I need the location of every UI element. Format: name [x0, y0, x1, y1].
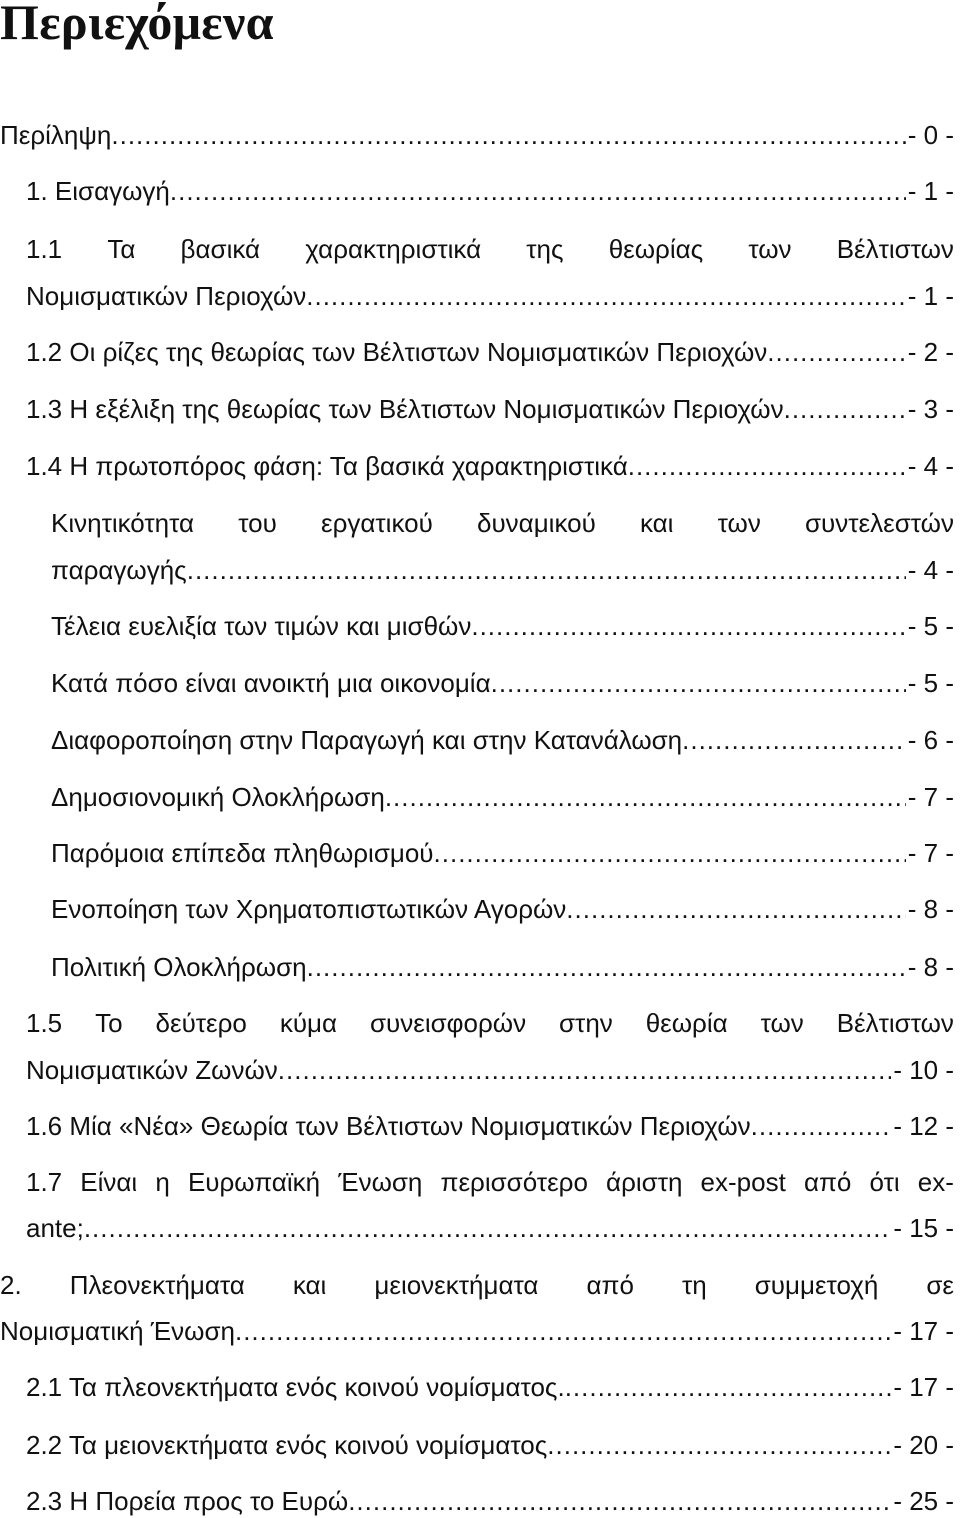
toc-leader-dots: [434, 836, 906, 870]
toc-entry-word: 2.: [0, 1270, 22, 1300]
toc-entry-title: Ενοποίηση των Χρηματοπιστωτικών Αγορών: [51, 894, 567, 924]
toc-leader-dots: [471, 609, 905, 643]
toc-entry-word: των: [717, 508, 761, 538]
toc-entry[interactable]: [26, 1053, 954, 1087]
toc-entry[interactable]: [26, 1109, 954, 1143]
toc-page-number: - 2 -: [907, 337, 954, 367]
toc-entry-word: χαρακτηριστικά: [305, 234, 482, 264]
toc-entry-word: 1.7: [26, 1167, 63, 1197]
toc-entry-title: Νομισματικών Ζωνών: [26, 1055, 278, 1085]
toc-page-number: - 8 -: [907, 952, 954, 982]
toc-entry[interactable]: [0, 118, 954, 152]
toc-entry-word: της: [526, 234, 564, 264]
toc-entry-word: των: [748, 234, 792, 264]
toc-entry-word: θεωρίας: [608, 234, 704, 264]
toc-entry-word: εργατικού: [320, 508, 433, 538]
toc-leader-dots: [187, 553, 906, 587]
toc-entry[interactable]: [26, 449, 954, 483]
toc-entry-title: 1.4 Η πρωτοπόρος φάση: Τα βασικά χαρακτηριστικά: [26, 451, 628, 481]
toc-leader-dots: [170, 174, 906, 208]
toc-entry-word: Ένωση: [338, 1167, 423, 1197]
toc-entry-word: σε: [926, 1270, 954, 1300]
toc-entry-title: 1.6 Μία «Νέα» Θεωρία των Βέλτιστων Νομισματικών Περιοχών: [26, 1111, 751, 1141]
toc-leader-dots: [566, 892, 905, 926]
toc-leader-dots: [628, 449, 906, 483]
toc-entry-wrapped-line: [0, 1268, 954, 1302]
toc-entry[interactable]: [51, 836, 954, 870]
toc-entry-word: και: [639, 508, 674, 538]
toc-entry-word: κύμα: [279, 1008, 338, 1038]
toc-page-number: - 3 -: [907, 394, 954, 424]
toc-entry-word: ότι: [869, 1167, 900, 1197]
toc-entry-word: ex-: [917, 1167, 954, 1197]
toc-entry-word: του: [238, 508, 277, 538]
toc-entry-title: Νομισματική Ένωση: [0, 1316, 235, 1346]
toc-entry[interactable]: [51, 553, 954, 587]
toc-entry[interactable]: [26, 1428, 954, 1462]
toc-entry[interactable]: [26, 1370, 954, 1404]
toc-leader-dots: [111, 118, 905, 152]
toc-entry-word: και: [292, 1270, 327, 1300]
page-title: Περιεχόμενα: [0, 0, 274, 50]
toc-leader-dots: [767, 335, 905, 369]
toc-page-number: - 1 -: [907, 281, 954, 311]
toc-entry-title: 2.2 Τα μειονεκτήματα ενός κοινού νομίσματος: [26, 1430, 548, 1460]
toc-entry-word: άριστη: [606, 1167, 683, 1197]
toc-page-number: - 25 -: [893, 1486, 954, 1516]
toc-entry-title: Πολιτική Ολοκλήρωση: [51, 952, 307, 982]
toc-leader-dots: [784, 392, 906, 426]
toc-entry[interactable]: [26, 279, 954, 313]
toc-entry-word: μειονεκτήματα: [374, 1270, 539, 1300]
toc-entry-title: ante;: [26, 1213, 84, 1243]
toc-page-number: - 17 -: [893, 1316, 954, 1346]
toc-entry[interactable]: [51, 780, 954, 814]
toc-entry-title: 1.2 Οι ρίζες της θεωρίας των Βέλτιστων Νομισματικών Περιοχών: [26, 337, 768, 367]
toc-entry[interactable]: [51, 950, 954, 984]
toc-entry-word: συντελεστών: [804, 508, 954, 538]
toc-entry-title: Νομισματικών Περιοχών: [26, 281, 307, 311]
toc-page-number: - 4 -: [907, 451, 954, 481]
toc-page-number: - 17 -: [893, 1372, 954, 1402]
toc-leader-dots: [307, 950, 906, 984]
toc-page-number: - 5 -: [907, 611, 954, 641]
toc-entry-word: βασικά: [180, 234, 261, 264]
toc-page-number: - 10 -: [893, 1055, 954, 1085]
toc-entry[interactable]: [51, 892, 954, 926]
toc-page-number: - 12 -: [893, 1111, 954, 1141]
toc-entry-title: Παρόμοια επίπεδα πληθωρισμού: [51, 838, 434, 868]
toc-leader-dots: [565, 1370, 892, 1404]
toc-entry-word: στην: [559, 1008, 613, 1038]
toc-entry[interactable]: [0, 1314, 954, 1348]
toc-entry-word: συνεισφορών: [369, 1008, 527, 1038]
toc-entry[interactable]: [26, 174, 954, 208]
toc-entry-word: 1.5: [26, 1008, 63, 1038]
toc-entry-title: 2.1 Τα πλεονεκτήματα ενός κοινού νομίσματος.: [26, 1372, 565, 1402]
toc-entry-word: Βέλτιστων: [836, 1008, 954, 1038]
toc-entry-word: θεωρία: [645, 1008, 728, 1038]
toc-leader-dots: [751, 1109, 892, 1143]
toc-leader-dots: [84, 1211, 891, 1245]
toc-entry-wrapped-line: [51, 506, 954, 540]
toc-entry-word: 1.1: [26, 234, 63, 264]
toc-entry-wrapped-line: [26, 232, 954, 266]
toc-page-number: - 6 -: [907, 725, 954, 755]
toc-entry[interactable]: [51, 666, 954, 700]
toc-entry-word: συμμετοχή: [754, 1270, 879, 1300]
toc-leader-dots: [491, 666, 906, 700]
toc-entry-title: 1.3 Η εξέλιξη της θεωρίας των Βέλτιστων Νομισματικών Περιοχών: [26, 394, 784, 424]
toc-entry-word: των: [760, 1008, 804, 1038]
toc-entry-wrapped-line: [26, 1165, 954, 1199]
toc-page-number: - 5 -: [907, 668, 954, 698]
toc-entry-title: 1. Εισαγωγή: [26, 176, 170, 206]
toc-entry-word: η: [155, 1167, 170, 1197]
toc-entry-title: Δημοσιονομική Ολοκλήρωση: [51, 782, 385, 812]
toc-leader-dots: [385, 780, 906, 814]
toc-entry-title: Περίληψη: [0, 120, 112, 150]
toc-entry-word: από: [586, 1270, 634, 1300]
toc-page-number: - 15 -: [893, 1213, 954, 1243]
toc-page-number: - 7 -: [907, 782, 954, 812]
toc-page-number: - 1 -: [907, 176, 954, 206]
toc-entry-word: από: [803, 1167, 852, 1197]
toc-leader-dots: [547, 1428, 891, 1462]
toc-entry-word: τη: [681, 1270, 707, 1300]
toc-leader-dots: [235, 1314, 891, 1348]
toc-entry[interactable]: [26, 392, 954, 426]
toc-entry-word: Βέλτιστων: [836, 234, 954, 264]
toc-entry-word: δυναμικού: [476, 508, 596, 538]
toc-leader-dots: [682, 723, 906, 757]
toc-leader-dots: [278, 1053, 892, 1087]
toc-page-number: - 20 -: [893, 1430, 954, 1460]
toc-page-number: - 0 -: [907, 120, 954, 150]
toc-page-number: - 7 -: [907, 838, 954, 868]
toc-entry-title: Κατά πόσο είναι ανοικτή μια οικονομία: [51, 668, 491, 698]
toc-entry-word: δεύτερο: [155, 1008, 247, 1038]
toc-entry-word: Κινητικότητα: [51, 508, 195, 538]
toc-entry-title: παραγωγής: [51, 555, 187, 585]
toc-entry[interactable]: [26, 1211, 954, 1245]
toc-entry[interactable]: [51, 609, 954, 643]
toc-entry-word: Το: [95, 1008, 123, 1038]
toc-entry-title: 2.3 Η Πορεία προς το Ευρώ: [26, 1486, 349, 1516]
toc-entry[interactable]: [51, 723, 954, 757]
toc-entry-word: Είναι: [80, 1167, 138, 1197]
toc-entry-wrapped-line: [26, 1006, 954, 1040]
toc-leader-dots: [348, 1484, 891, 1518]
toc-entry[interactable]: [26, 335, 954, 369]
toc-entry-title: Διαφοροποίηση στην Παραγωγή και στην Κατανάλωση: [51, 725, 683, 755]
toc-page-number: - 8 -: [907, 894, 954, 924]
toc-entry-word: ex-post: [700, 1167, 786, 1197]
toc-entry[interactable]: [26, 1484, 954, 1518]
toc-entry-title: Τέλεια ευελιξία των τιμών και μισθών: [51, 611, 472, 641]
toc-entry-word: Ευρωπαϊκή: [187, 1167, 321, 1197]
toc-page-number: - 4 -: [907, 555, 954, 585]
toc-entry-word: Τα: [107, 234, 136, 264]
toc-leader-dots: [306, 279, 906, 313]
toc-entry-word: Πλεονεκτήματα: [69, 1270, 245, 1300]
toc-entry-word: περισσότερο: [440, 1167, 588, 1197]
